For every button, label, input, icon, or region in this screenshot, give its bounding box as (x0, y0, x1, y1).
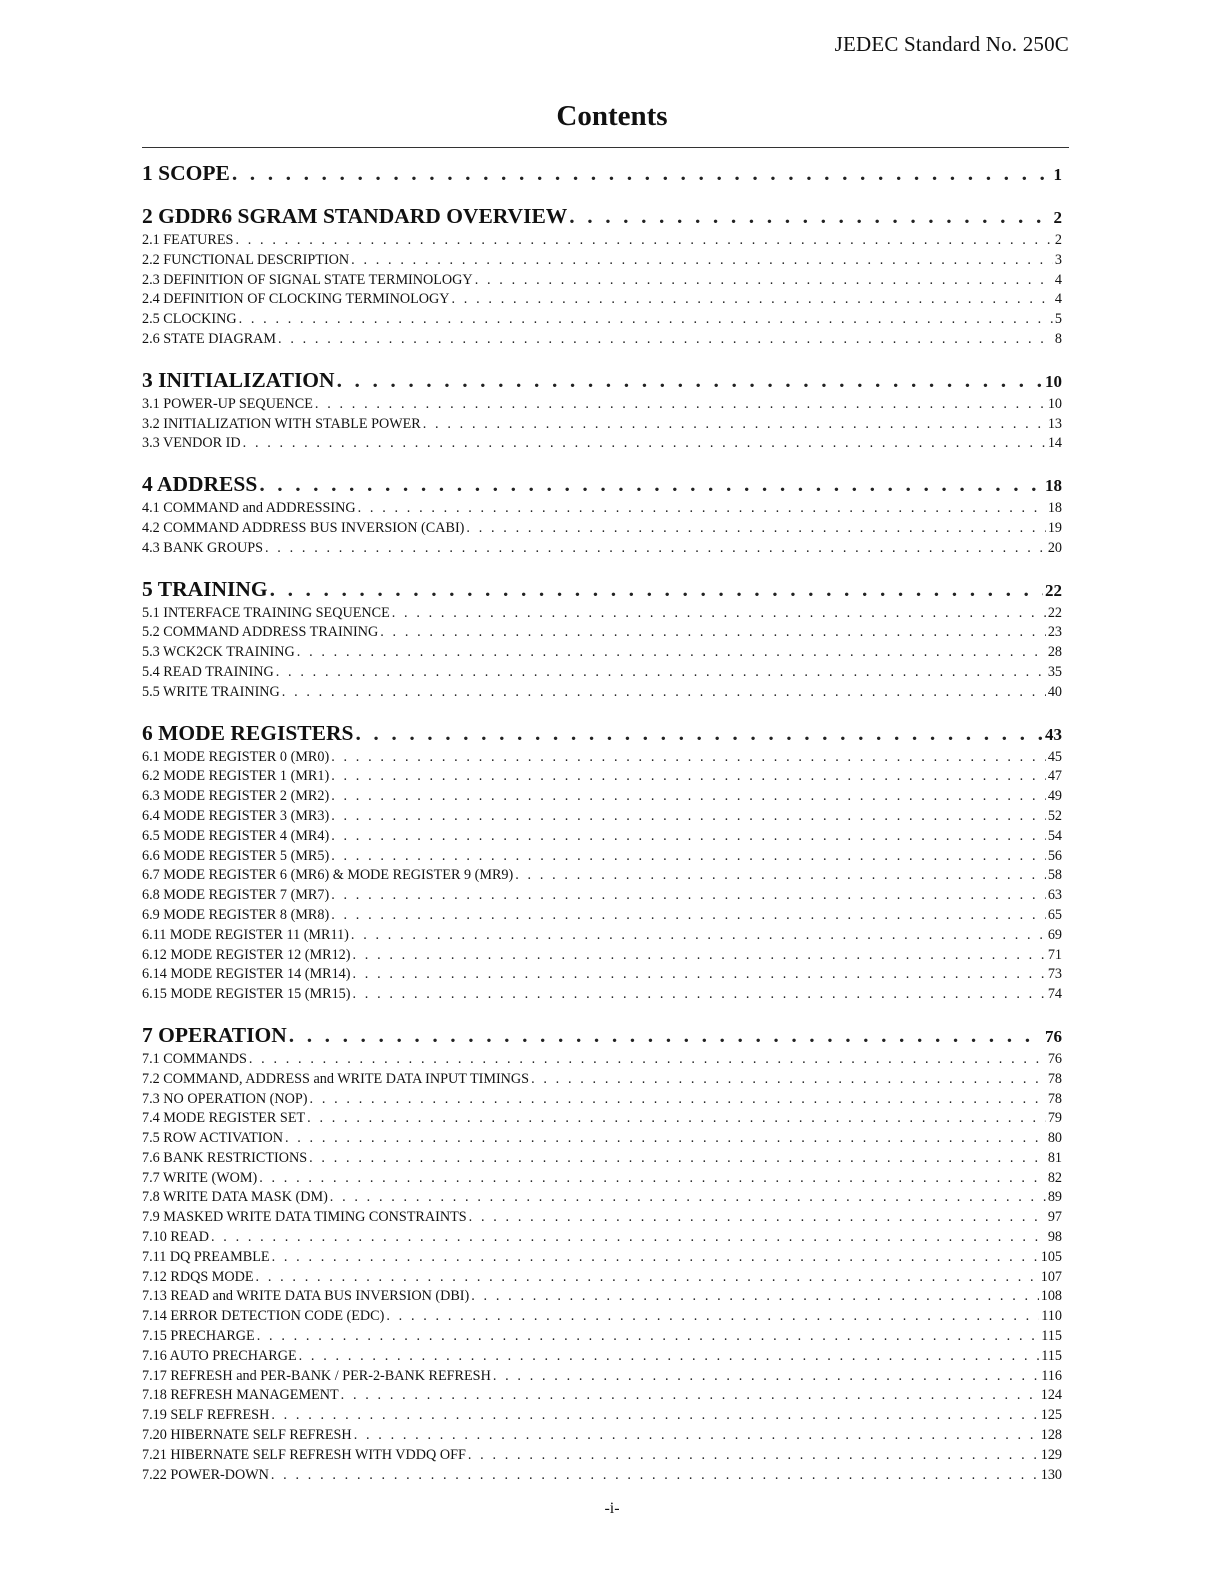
toc-entry-label: 6.15 MODE REGISTER 15 (MR15) (142, 986, 351, 1003)
toc-entry-page: 130 (1040, 1466, 1062, 1483)
dot-leader (276, 663, 1046, 683)
toc-entry-label: 6 MODE REGISTERS (142, 720, 354, 745)
toc-entry-label: 7.6 BANK RESTRICTIONS (142, 1149, 308, 1166)
toc-entry-page: 58 (1047, 867, 1062, 884)
dot-leader (270, 576, 1043, 602)
toc-entry-page: 107 (1040, 1268, 1062, 1285)
toc-subsection-entry[interactable] (142, 1149, 1062, 1169)
toc-entry-label: 6.4 MODE REGISTER 3 (MR3) (142, 807, 330, 824)
toc-entry-label: 7.1 COMMANDS (142, 1050, 247, 1067)
toc-entry-label: 7.13 READ and WRITE DATA BUS INVERSION (DBI) (142, 1288, 470, 1305)
dot-leader (380, 623, 1046, 643)
toc-entry-page: 108 (1040, 1288, 1062, 1305)
toc-entry-page: 18 (1047, 500, 1062, 517)
toc-entry-page: 115 (1041, 1328, 1062, 1345)
toc-entry-page: 22 (1045, 580, 1062, 600)
dot-leader (249, 1050, 1046, 1070)
dot-leader (468, 1446, 1039, 1466)
toc-subsection-entry[interactable] (142, 683, 1062, 703)
dot-leader (211, 1228, 1046, 1248)
toc-entry-page: 129 (1040, 1446, 1062, 1463)
dot-leader (299, 1347, 1040, 1367)
toc-entry-page: 5 (1054, 311, 1062, 328)
toc-section (142, 720, 1062, 1005)
dot-leader (331, 767, 1046, 787)
toc-entry-label: 3.2 INITIALIZATION WITH STABLE POWER (142, 415, 421, 432)
toc-entry-page: 10 (1045, 371, 1062, 391)
toc-entry-label: 7.16 AUTO PRECHARGE (142, 1347, 297, 1364)
running-header: JEDEC Standard No. 250C (834, 32, 1069, 56)
toc-section (142, 1022, 1062, 1486)
toc-entry-page: 82 (1047, 1169, 1062, 1186)
toc-entry-label: 7.22 POWER-DOWN (142, 1466, 269, 1483)
dot-leader (423, 415, 1046, 435)
toc-entry-label: 4.3 BANK GROUPS (142, 539, 264, 556)
dot-leader (331, 886, 1046, 906)
toc-entry-label: 7 OPERATION (142, 1022, 287, 1047)
dot-leader (331, 847, 1046, 867)
toc-subsection-entry[interactable] (142, 787, 1062, 807)
toc-entry-label: 6.8 MODE REGISTER 7 (MR7) (142, 887, 330, 904)
toc-entry-page: 78 (1047, 1070, 1062, 1087)
toc-entry-label: 6.5 MODE REGISTER 4 (MR4) (142, 827, 330, 844)
toc-entry-label: 3 INITIALIZATION (142, 367, 335, 392)
toc-entry-label: 7.18 REFRESH MANAGEMENT (142, 1387, 339, 1404)
dot-leader (352, 985, 1045, 1005)
toc-subsection-entry[interactable] (142, 985, 1062, 1005)
toc-entry-page: 20 (1047, 539, 1062, 556)
toc-entry-label: 2.3 DEFINITION OF SIGNAL STATE TERMINOLOGY (142, 271, 473, 288)
dot-leader (297, 643, 1046, 663)
toc-subsection-entry[interactable] (142, 1050, 1062, 1070)
dot-leader (351, 251, 1053, 271)
toc-entry-label: 7.15 PRECHARGE (142, 1328, 255, 1345)
toc-entry-page: 76 (1047, 1050, 1062, 1067)
toc-entry-label: 7.12 RDQS MODE (142, 1268, 254, 1285)
toc-entry-label: 7.3 NO OPERATION (NOP) (142, 1090, 308, 1107)
toc-entry-page: 45 (1047, 748, 1062, 765)
toc-subsection-entry[interactable] (142, 1109, 1062, 1129)
toc-section (142, 576, 1062, 703)
dot-leader (351, 926, 1046, 946)
toc-subsection-entry[interactable] (142, 623, 1062, 643)
dot-leader (278, 330, 1053, 350)
toc-entry-page: 47 (1047, 768, 1062, 785)
toc-chapter-entry[interactable] (142, 1022, 1062, 1048)
toc-subsection-entry[interactable] (142, 231, 1062, 251)
toc-entry-page: 115 (1041, 1347, 1062, 1364)
toc-entry-label: 5.2 COMMAND ADDRESS TRAINING (142, 624, 379, 641)
toc-entry-page: 97 (1047, 1209, 1062, 1226)
dot-leader (354, 1426, 1039, 1446)
toc-subsection-entry[interactable] (142, 1248, 1062, 1268)
dot-leader (265, 539, 1046, 559)
toc-entry-label: 6.6 MODE REGISTER 5 (MR5) (142, 847, 330, 864)
toc-entry-label: 5.4 READ TRAINING (142, 663, 274, 680)
toc-entry-page: 1 (1053, 165, 1062, 184)
toc-subsection-entry[interactable] (142, 499, 1062, 519)
toc-entry-label: 3.1 POWER-UP SEQUENCE (142, 395, 313, 412)
page-number: -i- (604, 1500, 620, 1517)
dot-leader (452, 290, 1053, 310)
dot-leader (256, 1268, 1039, 1288)
dot-leader (355, 720, 1043, 746)
toc-entry-page: 14 (1047, 435, 1062, 452)
toc-entry-label: 7.17 REFRESH and PER-BANK / PER-2-BANK REFRESH (142, 1367, 491, 1384)
toc-entry-page: 19 (1047, 519, 1062, 536)
toc-entry-page: 78 (1047, 1090, 1062, 1107)
toc-entry-page: 18 (1045, 476, 1062, 496)
toc-entry-page: 2 (1054, 232, 1062, 248)
toc-subsection-entry[interactable] (142, 926, 1062, 946)
dot-leader (235, 231, 1052, 251)
toc-entry-label: 7.20 HIBERNATE SELF REFRESH (142, 1427, 352, 1444)
toc-subsection-entry[interactable] (142, 604, 1062, 624)
toc-subsection-entry[interactable] (142, 1208, 1062, 1228)
dot-leader (493, 1367, 1039, 1387)
toc-entry-label: 4.1 COMMAND and ADDRESSING (142, 500, 356, 517)
toc-subsection-entry[interactable] (142, 290, 1062, 310)
toc-entry-label: 7.9 MASKED WRITE DATA TIMING CONSTRAINTS (142, 1209, 467, 1226)
page-title: Contents (556, 100, 668, 132)
toc-subsection-entry[interactable] (142, 1347, 1062, 1367)
dot-leader (466, 519, 1045, 539)
dot-leader (307, 1109, 1046, 1129)
toc-entry-label: 2.6 STATE DIAGRAM (142, 330, 277, 347)
toc-entry-label: 7.11 DQ PREAMBLE (142, 1248, 270, 1265)
dot-leader (309, 1149, 1046, 1169)
toc-subsection-entry[interactable] (142, 1406, 1062, 1426)
toc-entry-label: 5 TRAINING (142, 576, 268, 601)
toc-entry-label: 2.5 CLOCKING (142, 311, 237, 328)
toc-subsection-entry[interactable] (142, 1287, 1062, 1307)
toc-subsection-entry[interactable] (142, 1367, 1062, 1387)
toc-entry-label: 2.1 FEATURES (142, 232, 234, 248)
toc-section (142, 160, 1062, 186)
toc-entry-page: 63 (1047, 887, 1062, 904)
dot-leader (239, 310, 1053, 330)
toc-subsection-entry[interactable] (142, 330, 1062, 350)
dot-leader (352, 946, 1045, 966)
toc-subsection-entry[interactable] (142, 946, 1062, 966)
dot-leader (330, 1188, 1046, 1208)
toc-entry-page: 35 (1047, 663, 1062, 680)
toc-subsection-entry[interactable] (142, 1466, 1062, 1486)
toc-entry-label: 3.3 VENDOR ID (142, 435, 241, 452)
toc-entry-page: 89 (1047, 1189, 1062, 1206)
toc-entry-page: 124 (1040, 1387, 1062, 1404)
toc-subsection-entry[interactable] (142, 1446, 1062, 1466)
toc-entry-page: 74 (1047, 986, 1062, 1003)
dot-leader (289, 1022, 1043, 1048)
toc-entry-page: 8 (1054, 330, 1062, 347)
toc-subsection-entry[interactable] (142, 1169, 1062, 1189)
toc-subsection-entry[interactable] (142, 395, 1062, 415)
toc-subsection-entry[interactable] (142, 415, 1062, 435)
table-of-contents (142, 160, 1062, 1485)
toc-subsection-entry[interactable] (142, 866, 1062, 886)
toc-entry-page: 23 (1047, 624, 1062, 641)
toc-entry-label: 7.5 ROW ACTIVATION (142, 1130, 283, 1147)
dot-leader (257, 1327, 1040, 1347)
dot-leader (331, 906, 1046, 926)
toc-subsection-entry[interactable] (142, 1327, 1062, 1347)
dot-leader (475, 271, 1053, 291)
toc-subsection-entry[interactable] (142, 1307, 1062, 1327)
toc-entry-label: 4 ADDRESS (142, 472, 258, 497)
toc-subsection-entry[interactable] (142, 748, 1062, 768)
toc-entry-label: 2.4 DEFINITION OF CLOCKING TERMINOLOGY (142, 291, 450, 308)
toc-entry-page: 4 (1054, 271, 1062, 288)
dot-leader (471, 1287, 1038, 1307)
toc-entry-page: 56 (1047, 847, 1062, 864)
toc-entry-label: 4.2 COMMAND ADDRESS BUS INVERSION (CABI) (142, 519, 465, 536)
dot-leader (386, 1307, 1039, 1327)
toc-subsection-entry[interactable] (142, 539, 1062, 559)
toc-entry-page: 3 (1054, 251, 1062, 268)
toc-subsection-entry[interactable] (142, 519, 1062, 539)
toc-entry-page: 13 (1047, 415, 1062, 432)
toc-section (142, 471, 1062, 558)
dot-leader (259, 1169, 1046, 1189)
toc-entry-page: 79 (1047, 1110, 1062, 1127)
toc-entry-page: 43 (1045, 724, 1062, 744)
toc-subsection-entry[interactable] (142, 807, 1062, 827)
dot-leader (352, 965, 1045, 985)
toc-entry-label: 7.8 WRITE DATA MASK (DM) (142, 1189, 328, 1206)
toc-entry-page: 10 (1047, 395, 1062, 412)
toc-entry-label: 2.2 FUNCTIONAL DESCRIPTION (142, 251, 350, 268)
toc-entry-page: 110 (1041, 1308, 1062, 1325)
toc-entry-page: 125 (1040, 1407, 1062, 1424)
toc-chapter-entry[interactable] (142, 203, 1062, 229)
toc-subsection-entry[interactable] (142, 643, 1062, 663)
dot-leader (315, 395, 1046, 415)
toc-subsection-entry[interactable] (142, 434, 1062, 454)
toc-entry-page: 22 (1047, 604, 1062, 621)
dot-leader (331, 827, 1046, 847)
toc-subsection-entry[interactable] (142, 886, 1062, 906)
toc-subsection-entry[interactable] (142, 663, 1062, 683)
toc-entry-label: 6.11 MODE REGISTER 11 (MR11) (142, 926, 349, 943)
toc-entry-label: 7.2 COMMAND, ADDRESS and WRITE DATA INPUT TIMINGS (142, 1070, 530, 1087)
toc-entry-label: 6.1 MODE REGISTER 0 (MR0) (142, 748, 330, 765)
toc-subsection-entry[interactable] (142, 767, 1062, 787)
toc-entry-page: 80 (1047, 1130, 1062, 1147)
toc-chapter-entry[interactable] (142, 720, 1062, 746)
dot-leader (331, 748, 1046, 768)
toc-subsection-entry[interactable] (142, 1090, 1062, 1110)
toc-entry-label: 6.14 MODE REGISTER 14 (MR14) (142, 966, 351, 983)
toc-entry-page: 71 (1047, 946, 1062, 963)
toc-subsection-entry[interactable] (142, 1070, 1062, 1090)
dot-leader (285, 1129, 1046, 1149)
toc-entry-label: 5.5 WRITE TRAINING (142, 683, 280, 700)
toc-section (142, 203, 1062, 350)
toc-entry-label: 5.3 WCK2CK TRAINING (142, 644, 295, 661)
toc-entry-page: 98 (1047, 1229, 1062, 1246)
toc-subsection-entry[interactable] (142, 906, 1062, 926)
toc-entry-page: 128 (1040, 1427, 1062, 1444)
dot-leader (243, 434, 1046, 454)
dot-leader (282, 683, 1046, 703)
toc-chapter-entry[interactable] (142, 576, 1062, 602)
toc-chapter-entry[interactable] (142, 160, 1062, 186)
toc-entry-label: 7.19 SELF REFRESH (142, 1407, 270, 1424)
toc-entry-label: 5.1 INTERFACE TRAINING SEQUENCE (142, 604, 390, 621)
toc-subsection-entry[interactable] (142, 847, 1062, 867)
toc-entry-page: 69 (1047, 926, 1062, 943)
toc-entry-page: 40 (1047, 683, 1062, 700)
dot-leader (331, 807, 1046, 827)
toc-subsection-entry[interactable] (142, 310, 1062, 330)
dot-leader (569, 203, 1051, 229)
dot-leader (271, 1406, 1038, 1426)
dot-leader (469, 1208, 1046, 1228)
toc-entry-page: 105 (1040, 1248, 1062, 1265)
toc-entry-label: 1 SCOPE (142, 161, 230, 185)
toc-section (142, 367, 1062, 454)
dot-leader (232, 160, 1052, 186)
dot-leader (337, 367, 1043, 393)
toc-entry-page: 49 (1047, 788, 1062, 805)
toc-entry-page: 2 (1053, 208, 1062, 227)
toc-entry-label: 6.2 MODE REGISTER 1 (MR1) (142, 768, 330, 785)
toc-subsection-entry[interactable] (142, 1426, 1062, 1446)
dot-leader (271, 1466, 1039, 1486)
toc-entry-page: 81 (1047, 1149, 1062, 1166)
toc-entry-page: 65 (1047, 906, 1062, 923)
toc-entry-label: 2 GDDR6 SGRAM STANDARD OVERVIEW (142, 204, 568, 228)
toc-entry-label: 6.12 MODE REGISTER 12 (MR12) (142, 946, 351, 963)
toc-entry-label: 6.3 MODE REGISTER 2 (MR2) (142, 788, 330, 805)
toc-entry-page: 28 (1047, 644, 1062, 661)
toc-entry-page: 4 (1054, 291, 1062, 308)
toc-subsection-entry[interactable] (142, 1129, 1062, 1149)
toc-subsection-entry[interactable] (142, 1228, 1062, 1248)
toc-entry-page: 54 (1047, 827, 1062, 844)
dot-leader (272, 1248, 1039, 1268)
toc-subsection-entry[interactable] (142, 965, 1062, 985)
toc-chapter-entry[interactable] (142, 471, 1062, 497)
toc-entry-label: 7.10 READ (142, 1229, 209, 1246)
dot-leader (531, 1070, 1046, 1090)
toc-subsection-entry[interactable] (142, 827, 1062, 847)
toc-subsection-entry[interactable] (142, 1386, 1062, 1406)
toc-subsection-entry[interactable] (142, 1188, 1062, 1208)
dot-leader (392, 604, 1046, 624)
dot-leader (358, 499, 1046, 519)
toc-entry-label: 6.7 MODE REGISTER 6 (MR6) & MODE REGISTER 9 (MR9) (142, 867, 514, 884)
toc-entry-label: 7.4 MODE REGISTER SET (142, 1110, 306, 1127)
toc-entry-label: 7.7 WRITE (WOM) (142, 1169, 258, 1186)
toc-entry-label: 7.14 ERROR DETECTION CODE (EDC) (142, 1308, 385, 1325)
toc-entry-label: 7.21 HIBERNATE SELF REFRESH WITH VDDQ OFF (142, 1446, 466, 1463)
toc-subsection-entry[interactable] (142, 1268, 1062, 1288)
dot-leader (310, 1090, 1046, 1110)
toc-entry-page: 73 (1047, 966, 1062, 983)
dot-leader (331, 787, 1046, 807)
toc-entry-page: 76 (1045, 1026, 1062, 1046)
toc-entry-page: 52 (1047, 807, 1062, 824)
dot-leader (259, 471, 1043, 497)
dot-leader (341, 1386, 1039, 1406)
toc-subsection-entry[interactable] (142, 251, 1062, 271)
toc-entry-page: 116 (1041, 1367, 1062, 1384)
toc-entry-label: 6.9 MODE REGISTER 8 (MR8) (142, 906, 330, 923)
dot-leader (515, 866, 1046, 886)
toc-chapter-entry[interactable] (142, 367, 1062, 393)
toc-subsection-entry[interactable] (142, 271, 1062, 291)
title-divider (142, 147, 1069, 148)
